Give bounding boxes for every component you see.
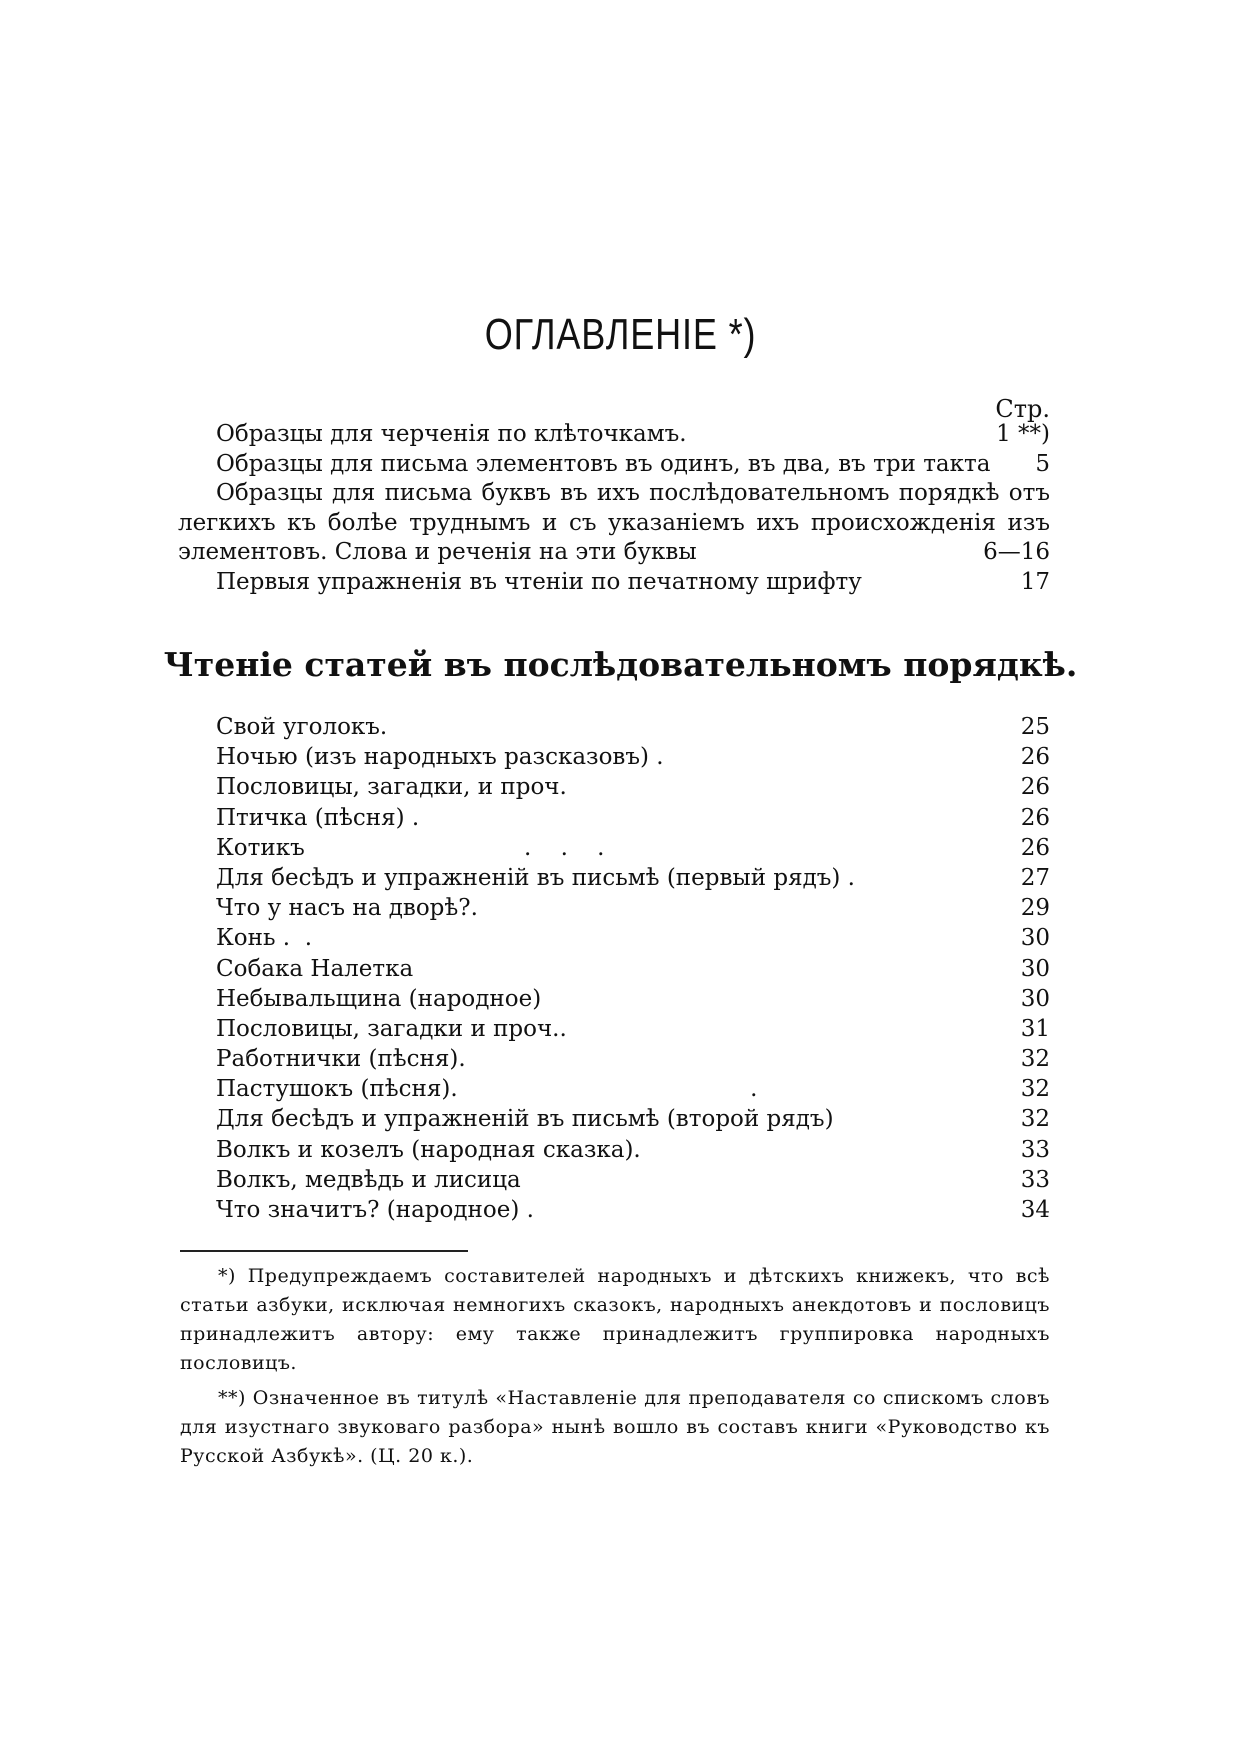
articles-contents xyxy=(178,712,1050,1225)
toc-entry-title: Для бесѣдъ и упражненій въ письмѣ (второй рядъ) xyxy=(216,1106,834,1133)
toc-entry xyxy=(178,772,1050,802)
toc-entry xyxy=(178,893,1050,923)
toc-entry-title: Пословицы, загадки, и проч. xyxy=(216,774,567,801)
toc-entry-title: Пастушокъ (пѣсня). . xyxy=(216,1076,758,1103)
toc-entry xyxy=(178,833,1050,863)
toc-entry-page: 33 xyxy=(1020,1166,1050,1193)
toc-entry-title: Собака Налетка xyxy=(216,955,414,982)
toc-entry-page: 1 **) xyxy=(996,421,1050,447)
toc-entry xyxy=(178,923,1050,953)
toc-entry-title: Образцы для письма элементовъ въ одинъ, въ два, въ три такта xyxy=(216,450,991,477)
toc-entry xyxy=(178,1044,1050,1074)
toc-entry-title: Котикъ . . . xyxy=(216,834,605,861)
toc-entry-page: 34 xyxy=(1020,1197,1050,1223)
toc-entry-page: 32 xyxy=(1020,1076,1050,1103)
toc-entry-page: 32 xyxy=(1020,1046,1050,1073)
toc-entry xyxy=(178,420,1050,450)
toc-entry-page: 31 xyxy=(1020,1015,1050,1042)
page-column-label: Стр. xyxy=(995,395,1050,423)
footnote: **) Означенное въ титулѣ «Наставленіе для преподавателя со спискомъ словъ для изустнаго звуковаго разбора» нынѣ вошло въ составъ книги «Руководство къ Русской Азбукѣ». (Ц. 20 к.). xyxy=(180,1387,1050,1467)
toc-entry xyxy=(178,1195,1050,1225)
toc-entry-page: 17 xyxy=(1020,568,1050,595)
toc-entry-title: Первыя упражненія въ чтеніи по печатному шрифту xyxy=(216,568,862,595)
toc-entry-title: Образцы для письма буквъ въ ихъ послѣдовательномъ порядкѣ отъ легкихъ къ болѣе труднымъ и съ указаніемъ ихъ происхожденія изъ элементовъ. Слова и реченія на эти буквы xyxy=(178,480,1050,565)
toc-entry xyxy=(178,863,1050,893)
toc-entry-page: 26 xyxy=(1020,804,1050,831)
footnotes xyxy=(180,1262,1050,1477)
toc-entry-title: Волкъ и козелъ (народная сказка). xyxy=(216,1136,641,1163)
toc-entry-page: 27 xyxy=(1020,864,1050,891)
toc-entry-page: 25 xyxy=(1020,714,1050,740)
footnote-divider xyxy=(180,1250,468,1252)
toc-entry-title: Волкъ, медвѣдь и лисица xyxy=(216,1166,521,1193)
toc-entry-title: Ночью (изъ народныхъ разсказовъ) . xyxy=(216,744,664,771)
toc-entry xyxy=(178,803,1050,833)
toc-entry-title: Что у насъ на дворѣ?. xyxy=(216,895,478,922)
toc-entry-title: Что значитъ? (народное) . xyxy=(216,1197,534,1223)
toc-entry xyxy=(178,1135,1050,1165)
toc-entry-page: 30 xyxy=(1020,985,1050,1012)
toc-entry xyxy=(178,1074,1050,1104)
toc-entry-title: Образцы для черченія по клѣточкамъ. xyxy=(216,421,687,447)
toc-entry-page: 30 xyxy=(1020,955,1050,982)
toc-entry xyxy=(178,450,1050,480)
toc-entry-title: Небывальщина (народное) xyxy=(216,985,542,1012)
toc-entry-title: Конь . . xyxy=(216,925,313,952)
toc-entry-page: 26 xyxy=(1020,834,1050,861)
toc-entry xyxy=(178,1014,1050,1044)
toc-entry xyxy=(178,1104,1050,1134)
toc-entry xyxy=(178,742,1050,772)
toc-entry-page: 32 xyxy=(1020,1106,1050,1133)
toc-entry-title: Свой уголокъ. xyxy=(216,714,388,740)
toc-entry-page: 33 xyxy=(1020,1136,1050,1163)
section-heading: Чтеніе статей въ послѣдовательномъ порядкѣ. xyxy=(163,645,1078,684)
toc-entry-page: 26 xyxy=(1020,744,1050,771)
toc-entry-page: 6—16 xyxy=(983,539,1050,565)
toc-entry xyxy=(178,568,1050,598)
page-title: ОГЛАВЛЕНІЕ *) xyxy=(484,310,757,359)
toc-entry xyxy=(178,954,1050,984)
toc-entry-title: Пословицы, загадки и проч.. xyxy=(216,1015,567,1042)
toc-entry-page: 5 xyxy=(1035,450,1050,477)
toc-entry-title: Для бесѣдъ и упражненій въ письмѣ (первый рядъ) . xyxy=(216,864,855,891)
toc-entry-title: Птичка (пѣсня) . xyxy=(216,804,420,831)
toc-entry-page: 30 xyxy=(1020,925,1050,952)
toc-entry xyxy=(178,1165,1050,1195)
toc-entry-page: 29 xyxy=(1020,895,1050,922)
toc-entry-multiline xyxy=(178,479,1050,568)
footnote: *) Предупреждаемъ составителей народныхъ и дѣтскихъ книжекъ, что всѣ статьи азбуки, исключая немногихъ сказокъ, народныхъ анекдотовъ и пословицъ принадлежитъ автору: ему также принадлежитъ группировка народныхъ пословицъ. xyxy=(180,1265,1050,1374)
intro-contents xyxy=(178,420,1050,597)
toc-entry xyxy=(178,712,1050,742)
toc-entry xyxy=(178,984,1050,1014)
toc-entry-page: 26 xyxy=(1020,774,1050,801)
toc-entry-title: Работнички (пѣсня). xyxy=(216,1046,466,1073)
